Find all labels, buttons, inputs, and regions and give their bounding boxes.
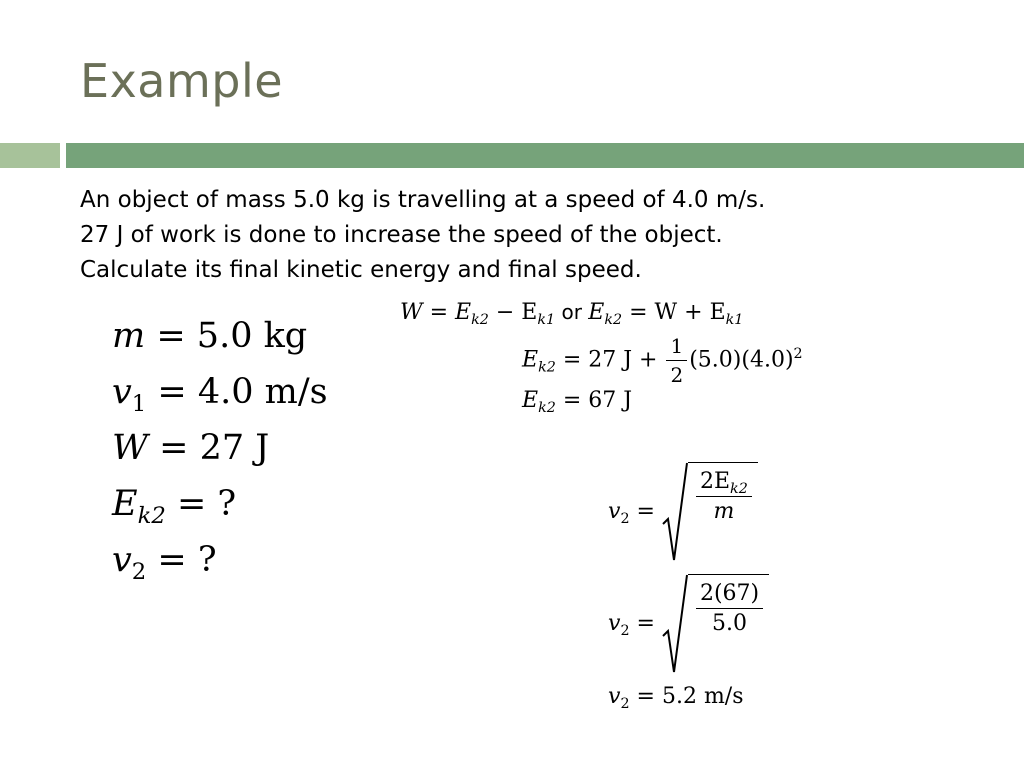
given-values (112, 308, 328, 588)
slide-title: Example (80, 54, 284, 108)
problem-statement (80, 183, 980, 288)
sqrt-radical: $\frac{2E_{k2}}{m}$ (662, 462, 758, 562)
ek2-result: $E_{k2} = 67$ J (522, 388, 633, 416)
sqrt-radical-2: $\frac{2(67)}{5.0}$ (662, 574, 769, 674)
radical-sign-icon (662, 574, 688, 674)
given-final-speed: $v_2$ = ? (112, 540, 217, 585)
given-final-kinetic-energy: $E_{k2}$ = ? (112, 484, 237, 529)
half-fraction: $\frac{1}{2}$ (666, 334, 687, 387)
given-initial-speed: $v_1 = 4.0$ m/s (112, 372, 328, 417)
title-accent-bar-left (0, 143, 60, 168)
v2-result: $v_2 = 5.2$ m/s (608, 684, 744, 712)
work-energy-equation: $W = E_{k2} - E_{k1}$ or $E_{k2} = W + E_{k1}$ (400, 300, 744, 328)
problem-line-3: Calculate its final kinetic energy and final speed. (80, 257, 642, 283)
radical-sign-icon (662, 462, 688, 562)
title-accent-bar (66, 143, 1024, 168)
v2-formula: $v_2$ = $\frac{2E_{k2}}{m}$ (608, 462, 758, 562)
v2-substitution: $v_2$ = $\frac{2(67)}{5.0}$ (608, 574, 769, 674)
given-mass: m = 5.0 kg (112, 316, 308, 356)
problem-line-1: An object of mass 5.0 kg is travelling at a speed of 4.0 m/s. (80, 187, 766, 213)
given-work: W = 27 J (112, 428, 270, 468)
problem-line-2: 27 J of work is done to increase the speed of the object. (80, 222, 723, 248)
ek2-substitution: $E_{k2} = 27$ J + $\frac{1}{2}$ $(5.0)(4.0)^2$ (522, 334, 803, 387)
